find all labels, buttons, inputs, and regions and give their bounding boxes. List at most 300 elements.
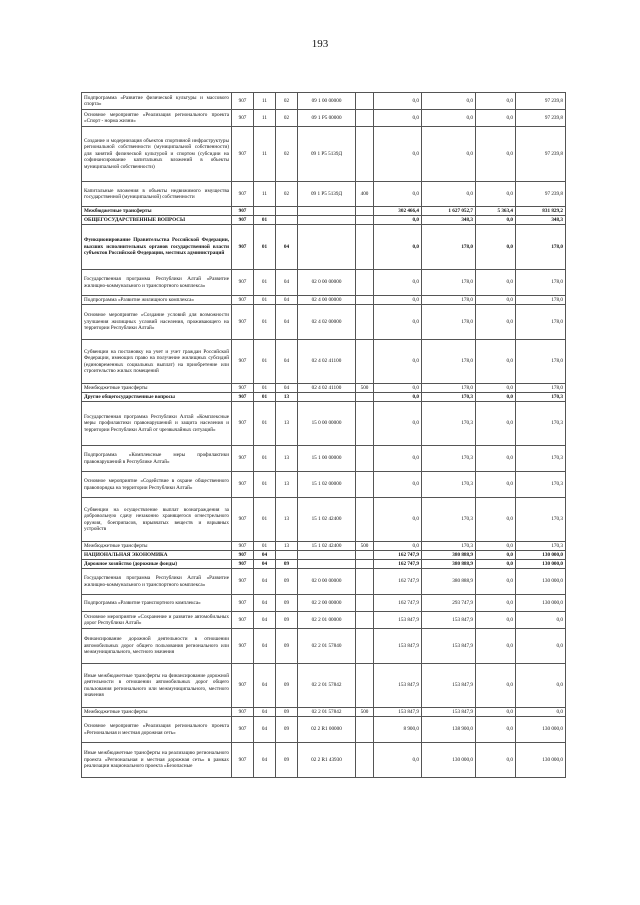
subsection-cell: 13	[276, 446, 298, 472]
amount-2-cell: 153 847,9	[422, 612, 476, 629]
amount-2-cell: 380 888,9	[422, 551, 476, 560]
amount-2-cell: 178,0	[422, 340, 476, 384]
expense-type-cell	[356, 612, 374, 629]
page-number: 193	[311, 38, 329, 50]
row-name-cell: Основное мероприятие «Сохранение и развитие автомобильных дорог Республики Алтай»	[82, 612, 232, 629]
table-row	[82, 743, 566, 778]
subsection-cell: 13	[276, 393, 298, 402]
ved-cell: 907	[232, 542, 254, 551]
expense-type-cell: 500	[356, 384, 374, 393]
expense-type-cell	[356, 560, 374, 569]
amount-3-cell: 0,0	[476, 664, 516, 708]
target-article-cell: 02 2 00 00000	[298, 595, 356, 612]
subsection-cell: 02	[276, 93, 298, 110]
target-article-cell: 02 4 02 41100	[298, 384, 356, 393]
table-row	[82, 551, 566, 560]
amount-2-cell: 170,3	[422, 446, 476, 472]
amount-2-cell: 348,3	[422, 216, 476, 225]
expense-type-cell	[356, 402, 374, 446]
table-row	[82, 182, 566, 207]
row-name-cell: Межбюджетные трансферты	[82, 384, 232, 393]
amount-4-cell: 0,0	[516, 664, 566, 708]
section-cell: 04	[254, 717, 276, 743]
subsection-cell: 02	[276, 127, 298, 182]
table-row	[82, 472, 566, 498]
subsection-cell: 02	[276, 182, 298, 207]
ved-cell: 907	[232, 560, 254, 569]
row-name-cell: Создание и модернизация объектов спортивной инфраструктуры региональной собственности (муниципальной собственности) для занятий физической культурой и спортом (субсидии на софинансирование капитальных вложений в объекты муниципальной собственности)	[82, 127, 232, 182]
amount-2-cell: 153 847,9	[422, 664, 476, 708]
expense-type-cell	[356, 717, 374, 743]
amount-1-cell: 153 847,9	[374, 612, 422, 629]
subsection-cell: 09	[276, 708, 298, 717]
target-article-cell: 15 1 02 42400	[298, 542, 356, 551]
row-name-cell: Межбюджетные трансферты	[82, 207, 232, 216]
subsection-cell: 09	[276, 612, 298, 629]
ved-cell: 907	[232, 569, 254, 595]
amount-2-cell: 178,0	[422, 296, 476, 305]
table-row	[82, 127, 566, 182]
amount-4-cell: 0,0	[516, 629, 566, 664]
expense-type-cell	[356, 93, 374, 110]
row-name-cell: Подпрограмма «Развитие физической культуры и массового спорта»	[82, 93, 232, 110]
amount-4-cell: 97 239,8	[516, 110, 566, 127]
amount-4-cell: 130 000,0	[516, 551, 566, 560]
ved-cell: 907	[232, 225, 254, 270]
amount-1-cell: 153 847,9	[374, 629, 422, 664]
amount-1-cell: 0,0	[374, 402, 422, 446]
amount-4-cell: 130 000,0	[516, 595, 566, 612]
amount-4-cell: 170,3	[516, 498, 566, 542]
ved-cell: 907	[232, 717, 254, 743]
ved-cell: 907	[232, 305, 254, 340]
target-article-cell: 02 2 01 57842	[298, 664, 356, 708]
target-article-cell: 09 1 00 00000	[298, 93, 356, 110]
row-name-cell: НАЦИОНАЛЬНАЯ ЭКОНОМИКА	[82, 551, 232, 560]
subsection-cell: 02	[276, 110, 298, 127]
expense-type-cell	[356, 225, 374, 270]
amount-4-cell: 348,3	[516, 216, 566, 225]
table-row	[82, 498, 566, 542]
target-article-cell: 02 4 02 41100	[298, 340, 356, 384]
expense-type-cell	[356, 393, 374, 402]
amount-2-cell: 178,0	[422, 270, 476, 296]
amount-1-cell: 0,0	[374, 270, 422, 296]
section-cell: 01	[254, 296, 276, 305]
section-cell: 04	[254, 595, 276, 612]
expense-type-cell	[356, 270, 374, 296]
table-row	[82, 569, 566, 595]
target-article-cell	[298, 216, 356, 225]
amount-2-cell: 170,3	[422, 393, 476, 402]
amount-3-cell: 0,0	[476, 542, 516, 551]
target-article-cell: 02 4 02 00000	[298, 305, 356, 340]
amount-1-cell: 0,0	[374, 93, 422, 110]
budget-table-body	[82, 93, 566, 778]
row-name-cell: Подпрограмма «Комплексные меры профилактики правонарушений в Республике Алтай»	[82, 446, 232, 472]
ved-cell: 907	[232, 743, 254, 778]
row-name-cell: Государственная программа Республики Алтай «Развитие жилищно-коммунального и транспортного комплекса»	[82, 569, 232, 595]
section-cell: 01	[254, 270, 276, 296]
amount-3-cell: 0,0	[476, 612, 516, 629]
expense-type-cell	[356, 305, 374, 340]
amount-1-cell: 153 847,9	[374, 664, 422, 708]
target-article-cell: 02 2 01 57840	[298, 629, 356, 664]
section-cell: 04	[254, 708, 276, 717]
subsection-cell: 04	[276, 225, 298, 270]
target-article-cell: 02 2 01 57842	[298, 708, 356, 717]
amount-3-cell: 0,0	[476, 560, 516, 569]
amount-2-cell: 153 847,9	[422, 708, 476, 717]
ved-cell: 907	[232, 207, 254, 216]
row-name-cell: Другие общегосударственные вопросы	[82, 393, 232, 402]
amount-1-cell: 162 747,9	[374, 595, 422, 612]
subsection-cell: 09	[276, 664, 298, 708]
row-name-cell: Основное мероприятие «Реализация регионального проекта «Спорт - норма жизни»	[82, 110, 232, 127]
amount-1-cell: 0,0	[374, 296, 422, 305]
section-cell: 01	[254, 340, 276, 384]
amount-4-cell: 170,3	[516, 446, 566, 472]
section-cell: 01	[254, 446, 276, 472]
row-name-cell: Функционирование Правительства Российской Федерации, высших исполнительных органов государственной власти субъектов Российской Федерации, местных администраций	[82, 225, 232, 270]
amount-3-cell: 0,0	[476, 629, 516, 664]
ved-cell: 907	[232, 270, 254, 296]
table-row	[82, 708, 566, 717]
section-cell: 04	[254, 664, 276, 708]
amount-3-cell: 0,0	[476, 393, 516, 402]
table-row	[82, 110, 566, 127]
table-row	[82, 664, 566, 708]
expense-type-cell	[356, 216, 374, 225]
ved-cell: 907	[232, 472, 254, 498]
amount-1-cell: 0,0	[374, 182, 422, 207]
subsection-cell: 09	[276, 743, 298, 778]
amount-2-cell: 380 888,9	[422, 569, 476, 595]
ved-cell: 907	[232, 127, 254, 182]
section-cell: 01	[254, 498, 276, 542]
amount-2-cell: 293 747,9	[422, 595, 476, 612]
ved-cell: 907	[232, 393, 254, 402]
row-name-cell: Межбюджетные трансферты	[82, 542, 232, 551]
expense-type-cell	[356, 569, 374, 595]
expense-type-cell	[356, 127, 374, 182]
amount-3-cell: 0,0	[476, 743, 516, 778]
subsection-cell	[276, 207, 298, 216]
amount-3-cell: 0,0	[476, 182, 516, 207]
table-row	[82, 542, 566, 551]
table-row	[82, 612, 566, 629]
amount-1-cell: 0,0	[374, 305, 422, 340]
amount-1-cell: 0,0	[374, 542, 422, 551]
ved-cell: 907	[232, 708, 254, 717]
expense-type-cell	[356, 472, 374, 498]
amount-1-cell: 0,0	[374, 498, 422, 542]
row-name-cell: Дорожное хозяйство (дорожные фонды)	[82, 560, 232, 569]
amount-4-cell: 170,3	[516, 393, 566, 402]
expense-type-cell: 500	[356, 708, 374, 717]
amount-2-cell: 170,3	[422, 542, 476, 551]
expense-type-cell	[356, 743, 374, 778]
table-row	[82, 305, 566, 340]
amount-1-cell: 0,0	[374, 340, 422, 384]
ved-cell: 907	[232, 551, 254, 560]
amount-1-cell: 153 847,9	[374, 708, 422, 717]
subsection-cell: 04	[276, 340, 298, 384]
subsection-cell: 13	[276, 402, 298, 446]
subsection-cell: 04	[276, 270, 298, 296]
table-row	[82, 629, 566, 664]
amount-1-cell: 0,0	[374, 393, 422, 402]
amount-4-cell: 130 000,0	[516, 569, 566, 595]
amount-4-cell: 178,0	[516, 270, 566, 296]
budget-table	[81, 92, 566, 778]
table-row	[82, 595, 566, 612]
ved-cell: 907	[232, 93, 254, 110]
subsection-cell: 13	[276, 542, 298, 551]
amount-2-cell: 1 627 052,7	[422, 207, 476, 216]
table-row	[82, 717, 566, 743]
amount-2-cell: 153 847,9	[422, 629, 476, 664]
table-row	[82, 216, 566, 225]
row-name-cell: Государственная программа Республики Алтай «Комплексные меры профилактики правонарушений и защита населения и территории Республики Алтай от чрезвычайных ситуаций»	[82, 402, 232, 446]
expense-type-cell	[356, 629, 374, 664]
section-cell	[254, 207, 276, 216]
expense-type-cell: 500	[356, 542, 374, 551]
expense-type-cell: 400	[356, 182, 374, 207]
ved-cell: 907	[232, 498, 254, 542]
amount-4-cell: 178,0	[516, 340, 566, 384]
section-cell: 04	[254, 612, 276, 629]
table-row	[82, 384, 566, 393]
amount-4-cell: 97 239,8	[516, 182, 566, 207]
amount-4-cell: 0,0	[516, 708, 566, 717]
amount-1-cell: 0,0	[374, 446, 422, 472]
target-article-cell: 02 2 R1 00000	[298, 717, 356, 743]
amount-4-cell: 178,0	[516, 225, 566, 270]
amount-2-cell: 170,3	[422, 402, 476, 446]
amount-2-cell: 0,0	[422, 127, 476, 182]
amount-3-cell: 0,0	[476, 384, 516, 393]
amount-1-cell: 162 747,9	[374, 569, 422, 595]
section-cell: 04	[254, 560, 276, 569]
amount-1-cell: 0,0	[374, 110, 422, 127]
expense-type-cell	[356, 498, 374, 542]
amount-3-cell: 0,0	[476, 216, 516, 225]
subsection-cell: 09	[276, 560, 298, 569]
ved-cell: 907	[232, 182, 254, 207]
table-row	[82, 402, 566, 446]
target-article-cell: 02 0 00 00000	[298, 270, 356, 296]
target-article-cell: 09 1 P5 5139Д	[298, 127, 356, 182]
amount-2-cell: 380 888,9	[422, 560, 476, 569]
amount-3-cell: 0,0	[476, 225, 516, 270]
amount-1-cell: 162 747,9	[374, 560, 422, 569]
section-cell: 01	[254, 225, 276, 270]
target-article-cell	[298, 560, 356, 569]
amount-4-cell: 831 829,2	[516, 207, 566, 216]
section-cell: 11	[254, 182, 276, 207]
section-cell: 04	[254, 743, 276, 778]
subsection-cell: 04	[276, 305, 298, 340]
table-row	[82, 393, 566, 402]
row-name-cell: Межбюджетные трансферты	[82, 708, 232, 717]
row-name-cell: Финансирование дорожной деятельности в отношении автомобильных дорог общего пользования регионального или межмуниципального, местного значения	[82, 629, 232, 664]
amount-2-cell: 0,0	[422, 182, 476, 207]
ved-cell: 907	[232, 664, 254, 708]
table-row	[82, 446, 566, 472]
target-article-cell: 15 1 00 00000	[298, 446, 356, 472]
amount-1-cell: 302 466,4	[374, 207, 422, 216]
subsection-cell	[276, 551, 298, 560]
amount-3-cell: 0,0	[476, 472, 516, 498]
subsection-cell: 09	[276, 569, 298, 595]
subsection-cell: 04	[276, 384, 298, 393]
amount-3-cell: 0,0	[476, 305, 516, 340]
table-row	[82, 270, 566, 296]
expense-type-cell	[356, 664, 374, 708]
section-cell: 04	[254, 569, 276, 595]
target-article-cell	[298, 207, 356, 216]
amount-3-cell: 0,0	[476, 717, 516, 743]
amount-2-cell: 170,3	[422, 472, 476, 498]
expense-type-cell	[356, 340, 374, 384]
amount-3-cell: 0,0	[476, 498, 516, 542]
target-article-cell	[298, 393, 356, 402]
target-article-cell: 02 4 00 00000	[298, 296, 356, 305]
table-row	[82, 340, 566, 384]
amount-4-cell: 178,0	[516, 296, 566, 305]
target-article-cell: 02 2 R1 43930	[298, 743, 356, 778]
amount-3-cell: 0,0	[476, 708, 516, 717]
target-article-cell: 15 0 00 00000	[298, 402, 356, 446]
section-cell: 01	[254, 305, 276, 340]
amount-4-cell: 170,3	[516, 402, 566, 446]
subsection-cell: 13	[276, 472, 298, 498]
ved-cell: 907	[232, 110, 254, 127]
subsection-cell: 04	[276, 296, 298, 305]
amount-1-cell: 0,0	[374, 216, 422, 225]
amount-3-cell: 0,0	[476, 110, 516, 127]
row-name-cell: Подпрограмма «Развитие транспортного комплекса»	[82, 595, 232, 612]
row-name-cell: Основное мероприятие «Содействие в охране общественного правопорядка на территории Республики Алтай»	[82, 472, 232, 498]
section-cell: 01	[254, 393, 276, 402]
subsection-cell: 09	[276, 717, 298, 743]
ved-cell: 907	[232, 402, 254, 446]
table-row	[82, 560, 566, 569]
expense-type-cell	[356, 446, 374, 472]
amount-3-cell: 0,0	[476, 296, 516, 305]
amount-4-cell: 178,0	[516, 305, 566, 340]
amount-1-cell: 8 900,0	[374, 717, 422, 743]
target-article-cell	[298, 225, 356, 270]
ved-cell: 907	[232, 612, 254, 629]
amount-1-cell: 0,0	[374, 127, 422, 182]
target-article-cell: 02 2 01 00000	[298, 612, 356, 629]
amount-3-cell: 0,0	[476, 595, 516, 612]
amount-2-cell: 170,3	[422, 498, 476, 542]
section-cell: 11	[254, 127, 276, 182]
section-cell: 04	[254, 551, 276, 560]
amount-1-cell: 0,0	[374, 743, 422, 778]
row-name-cell: Основное мероприятие «Реализация регионального проекта «Региональная и местная дорожная сеть»	[82, 717, 232, 743]
section-cell: 01	[254, 216, 276, 225]
amount-4-cell: 130 000,0	[516, 560, 566, 569]
subsection-cell: 09	[276, 629, 298, 664]
amount-2-cell: 178,0	[422, 384, 476, 393]
row-name-cell: Субвенции на постановку на учет и учет граждан Российской Федерации, имеющих право на получение жилищных субсидий (единовременных социальных выплат) на приобретение или строительство жилых помещений	[82, 340, 232, 384]
amount-3-cell: 0,0	[476, 340, 516, 384]
amount-4-cell: 130 000,0	[516, 743, 566, 778]
amount-3-cell: 0,0	[476, 93, 516, 110]
section-cell: 01	[254, 542, 276, 551]
section-cell: 01	[254, 402, 276, 446]
row-name-cell: Основное мероприятие «Создание условий для возможности улучшения жилищных условий населения, проживающего на территории Республики Алтай»	[82, 305, 232, 340]
amount-3-cell: 5 363,4	[476, 207, 516, 216]
amount-3-cell: 0,0	[476, 270, 516, 296]
amount-3-cell: 0,0	[476, 551, 516, 560]
ved-cell: 907	[232, 384, 254, 393]
amount-4-cell: 97 239,8	[516, 93, 566, 110]
section-cell: 01	[254, 472, 276, 498]
ved-cell: 907	[232, 216, 254, 225]
subsection-cell: 13	[276, 498, 298, 542]
amount-2-cell: 138 900,0	[422, 717, 476, 743]
expense-type-cell	[356, 595, 374, 612]
expense-type-cell	[356, 207, 374, 216]
amount-4-cell: 170,3	[516, 472, 566, 498]
target-article-cell: 15 1 02 00000	[298, 472, 356, 498]
ved-cell: 907	[232, 446, 254, 472]
amount-2-cell: 0,0	[422, 110, 476, 127]
amount-2-cell: 0,0	[422, 93, 476, 110]
amount-2-cell: 178,0	[422, 225, 476, 270]
target-article-cell	[298, 551, 356, 560]
row-name-cell: ОБЩЕГОСУДАРСТВЕННЫЕ ВОПРОСЫ	[82, 216, 232, 225]
amount-1-cell: 0,0	[374, 472, 422, 498]
section-cell: 11	[254, 93, 276, 110]
subsection-cell	[276, 216, 298, 225]
amount-3-cell: 0,0	[476, 402, 516, 446]
amount-4-cell: 97 239,8	[516, 127, 566, 182]
amount-3-cell: 0,0	[476, 569, 516, 595]
row-name-cell: Государственная программа Республики Алтай «Развитие жилищно-коммунального и транспортного комплекса»	[82, 270, 232, 296]
amount-1-cell: 0,0	[374, 384, 422, 393]
target-article-cell: 15 1 02 42400	[298, 498, 356, 542]
amount-3-cell: 0,0	[476, 127, 516, 182]
amount-4-cell: 0,0	[516, 612, 566, 629]
table-row	[82, 207, 566, 216]
amount-1-cell: 0,0	[374, 225, 422, 270]
ved-cell: 907	[232, 296, 254, 305]
section-cell: 11	[254, 110, 276, 127]
row-name-cell: Иные межбюджетные трансферты на реализацию регионального проекта «Региональная и местная дорожная сеть» в рамках реализации национального проекта «Безопасные	[82, 743, 232, 778]
target-article-cell: 09 1 P5 5139Д	[298, 182, 356, 207]
amount-4-cell: 130 000,0	[516, 717, 566, 743]
amount-1-cell: 162 747,9	[374, 551, 422, 560]
row-name-cell: Субвенции на осуществление выплат вознаграждения за добровольную сдачу незаконно хранящегося огнестрельного оружия, боеприпасов, взрывчатых веществ и взрывных устройств	[82, 498, 232, 542]
table-row	[82, 225, 566, 270]
table-row	[82, 93, 566, 110]
expense-type-cell	[356, 296, 374, 305]
row-name-cell: Капитальные вложения в объекты недвижимого имущества государственной (муниципальной) собственности	[82, 182, 232, 207]
row-name-cell: Иные межбюджетные трансферты на финансирование дорожной деятельности в отношении автомобильных дорог общего пользования регионального или межмуниципального, местного значения	[82, 664, 232, 708]
ved-cell: 907	[232, 595, 254, 612]
subsection-cell: 09	[276, 595, 298, 612]
table-row	[82, 296, 566, 305]
target-article-cell: 09 1 P5 00000	[298, 110, 356, 127]
ved-cell: 907	[232, 629, 254, 664]
expense-type-cell	[356, 110, 374, 127]
